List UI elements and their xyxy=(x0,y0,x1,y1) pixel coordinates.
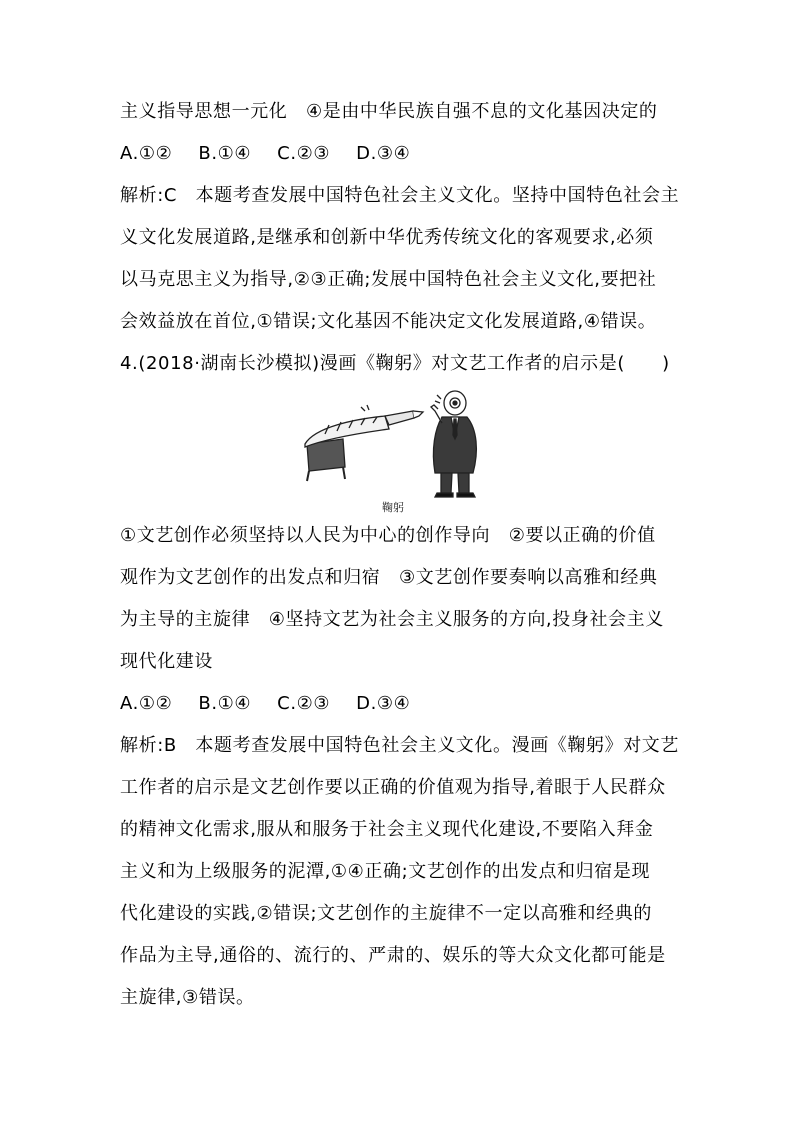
option-c: C.②③ xyxy=(277,143,331,164)
statement-line: ①文艺创作必须坚持以人民为中心的创作导向 ②要以正确的价值 xyxy=(120,525,656,546)
option-a: A.①② xyxy=(120,143,173,164)
option-c: C.②③ xyxy=(277,693,331,714)
option-d: D.③④ xyxy=(356,143,411,164)
suited-man-icon xyxy=(431,391,476,497)
option-a: A.①② xyxy=(120,693,173,714)
analysis-4-line: 作品为主导,通俗的、流行的、严肃的、娱乐的等大众文化都可能是 xyxy=(120,945,666,966)
question-4-options xyxy=(120,692,680,716)
option-b: B.①④ xyxy=(198,693,252,714)
analysis-3-line: 义文化发展道路,是继承和创新中华优秀传统文化的客观要求,必须 xyxy=(120,227,654,248)
figure-caption: 鞠躬 xyxy=(382,501,404,514)
analysis-4-line: 工作者的启示是文艺创作要以正确的价值观为指导,着眼于人民群众 xyxy=(120,777,666,798)
analysis-4-line: 代化建设的实践,②错误;文艺创作的主旋律不一定以高雅和经典的 xyxy=(120,903,652,924)
analysis-4-line: 主旋律,③错误。 xyxy=(120,987,255,1008)
analysis-4-line: 主义和为上级服务的泥潭,①④正确;文艺创作的出发点和归宿是现 xyxy=(120,861,651,882)
statement-line: 为主导的主旋律 ④坚持文艺为社会主义服务的方向,投身社会主义 xyxy=(120,609,664,630)
question-4-stem: 4.(2018·湖南长沙模拟)漫画《鞠躬》对文艺工作者的启示是( ) xyxy=(120,353,670,374)
bowing-person-icon xyxy=(305,405,423,481)
question-3-continuation: 主义指导思想一元化 ④是由中华民族自强不息的文化基因决定的 xyxy=(120,101,658,122)
analysis-3-line: 解析:C 本题考查发展中国特色社会主义文化。坚持中国特色社会主 xyxy=(120,185,680,206)
analysis-4-line: 的精神文化需求,服从和服务于社会主义现代化建设,不要陷入拜金 xyxy=(120,819,654,840)
option-b: B.①④ xyxy=(198,143,252,164)
question-3-options xyxy=(120,142,680,166)
statement-line: 观作为文艺创作的出发点和归宿 ③文艺创作要奏响以高雅和经典 xyxy=(120,567,658,588)
statement-line: 现代化建设 xyxy=(120,651,213,672)
document-page xyxy=(120,100,680,1010)
option-d: D.③④ xyxy=(356,693,411,714)
cartoon-figure xyxy=(120,389,680,524)
analysis-4-line: 解析:B 本题考查发展中国特色社会主义文化。漫画《鞠躬》对文艺 xyxy=(120,735,680,756)
analysis-3-line: 会效益放在首位,①错误;文化基因不能决定文化发展道路,④错误。 xyxy=(120,311,657,332)
analysis-3-line: 以马克思主义为指导,②③正确;发展中国特色社会主义文化,要把社 xyxy=(120,269,657,290)
bowing-cartoon-icon xyxy=(295,389,515,504)
